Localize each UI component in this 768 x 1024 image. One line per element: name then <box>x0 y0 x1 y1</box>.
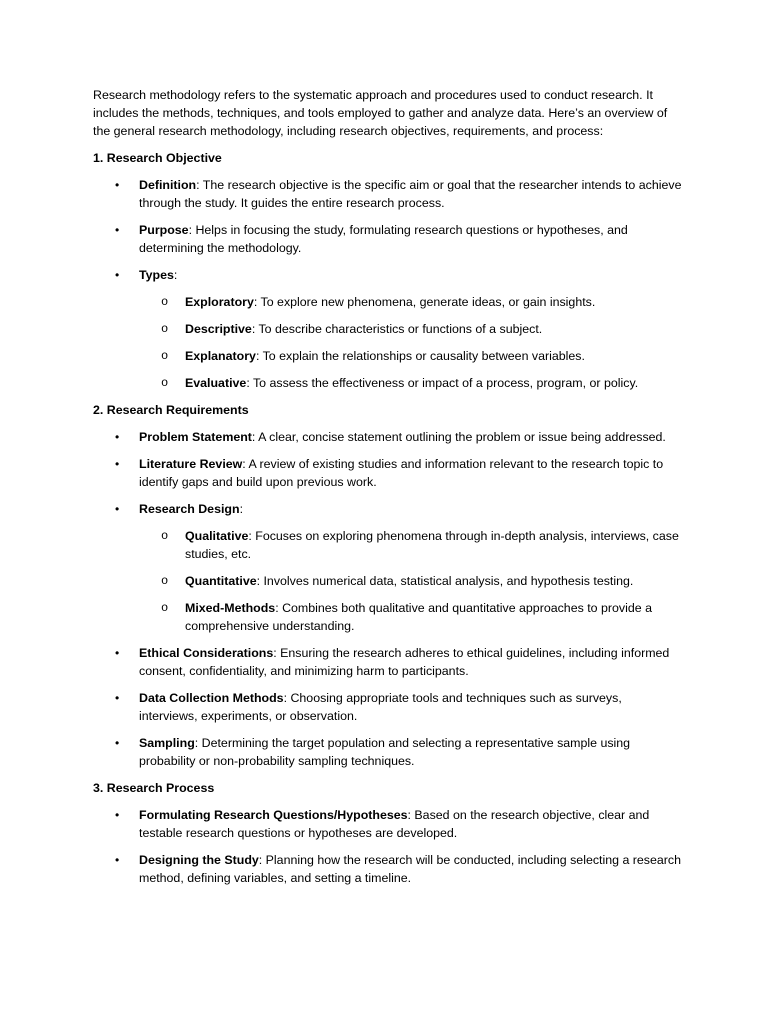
sub-list-item <box>139 347 683 365</box>
sub-bullet-icon: o <box>161 529 169 543</box>
list-item-term: Purpose <box>139 223 189 237</box>
sub-list-item-description: : To explain the relationships or causality between variables. <box>255 349 585 363</box>
sub-bullet-list <box>139 527 683 635</box>
list-item <box>93 455 683 491</box>
intro-paragraph: Research methodology refers to the systematic approach and procedures used to conduct research. It includes the methods, techniques, and tools employed to gather and analyze data. Here’s an overview of the general research methodology, including research objectives, requirements, and process: <box>93 88 668 138</box>
sub-list-item-term: Explanatory <box>185 349 256 363</box>
list-item <box>93 428 683 446</box>
list-item <box>93 806 683 842</box>
sub-bullet-icon: o <box>161 295 169 309</box>
list-item <box>93 176 683 212</box>
bullet-icon: • <box>115 430 120 444</box>
sub-list-item-description: : To assess the effectiveness or impact of a process, program, or policy. <box>246 376 639 390</box>
list-item-description: : A clear, concise statement outlining the problem or issue being addressed. <box>251 430 666 444</box>
sub-list-item-description: : Involves numerical data, statistical analysis, and hypothesis testing. <box>256 574 634 588</box>
section-heading: 3. Research Process <box>93 781 215 795</box>
bullet-list <box>93 806 683 887</box>
sub-list-item-description: : Focuses on exploring phenomena through in-depth analysis, interviews, case studies, etc. <box>185 529 679 561</box>
list-item-text <box>139 176 683 212</box>
bullet-icon: • <box>115 736 120 750</box>
sub-list-item <box>139 527 683 563</box>
bullet-icon: • <box>115 502 120 516</box>
list-item-term: Sampling <box>139 736 195 750</box>
sub-list-item-text <box>185 572 683 590</box>
sub-bullet-icon: o <box>161 601 169 615</box>
list-item-text <box>139 455 683 491</box>
sub-list-item-text <box>185 347 683 365</box>
list-item-text <box>139 806 683 842</box>
section-heading: 2. Research Requirements <box>93 403 249 417</box>
sub-list-item-term: Quantitative <box>185 574 257 588</box>
document-page <box>93 86 683 896</box>
sub-list-item-term: Exploratory <box>185 295 254 309</box>
sub-list-item <box>139 599 683 635</box>
list-item <box>93 851 683 887</box>
bullet-list <box>93 428 683 770</box>
sub-list-item <box>139 320 683 338</box>
list-item <box>93 221 683 257</box>
bullet-icon: • <box>115 808 120 822</box>
sub-list-item-description: : To describe characteristics or functions of a subject. <box>251 322 543 336</box>
bullet-icon: • <box>115 646 120 660</box>
list-item-term: Ethical Considerations <box>139 646 274 660</box>
list-item-description: : Ensuring the research adheres to ethical guidelines, including informed consent, confidentiality, and minimizing harm to participants. <box>139 646 670 678</box>
list-item-description: : Determining the target population and selecting a representative sample using probability or non-probability sampling techniques. <box>139 736 631 768</box>
sub-list-item-description: : Combines both qualitative and quantitative approaches to provide a comprehensive understanding. <box>185 601 652 633</box>
sub-list-item <box>139 572 683 590</box>
list-item-text <box>139 644 683 680</box>
list-item-description: : Planning how the research will be conducted, including selecting a research method, defining variables, and setting a timeline. <box>139 853 682 885</box>
sub-list-item <box>139 374 683 392</box>
sub-list-item-term: Qualitative <box>185 529 249 543</box>
bullet-icon: • <box>115 457 120 471</box>
sub-list-item-text <box>185 293 683 311</box>
list-item-term: Research Design <box>139 502 240 516</box>
section-heading: 1. Research Objective <box>93 151 222 165</box>
bullet-icon: • <box>115 853 120 867</box>
list-item-description: : Choosing appropriate tools and techniques such as surveys, interviews, experiments, or observation. <box>139 691 622 723</box>
sub-bullet-list <box>139 293 683 392</box>
bullet-list <box>93 176 683 392</box>
sub-bullet-icon: o <box>161 574 169 588</box>
list-item-description: : Helps in focusing the study, formulating research questions or hypotheses, and determining the methodology. <box>139 223 628 255</box>
list-item <box>93 500 683 635</box>
sub-list-item-term: Evaluative <box>185 376 247 390</box>
list-item-description: : Based on the research objective, clear and testable research questions or hypotheses are developed. <box>139 808 650 840</box>
sub-list-item-term: Mixed-Methods <box>185 601 276 615</box>
list-item-text <box>139 266 683 284</box>
bullet-icon: • <box>115 691 120 705</box>
sub-list-item-description: : To explore new phenomena, generate ideas, or gain insights. <box>253 295 596 309</box>
list-item-term: Designing the Study <box>139 853 259 867</box>
sub-list-item-text <box>185 599 683 635</box>
list-item-term: Problem Statement <box>139 430 252 444</box>
list-item-term: Data Collection Methods <box>139 691 284 705</box>
sub-bullet-icon: o <box>161 322 169 336</box>
sub-bullet-icon: o <box>161 376 169 390</box>
list-item-term: Definition <box>139 178 197 192</box>
list-item-term: Formulating Research Questions/Hypotheses <box>139 808 408 822</box>
sub-bullet-icon: o <box>161 349 169 363</box>
list-item-text <box>139 851 683 887</box>
list-item-text <box>139 428 683 446</box>
sub-list-item-text <box>185 374 683 392</box>
list-item-text <box>139 734 683 770</box>
list-item-description: : <box>173 268 178 282</box>
sub-list-item-text <box>185 320 683 338</box>
list-item-text <box>139 500 683 518</box>
list-item <box>93 689 683 725</box>
bullet-icon: • <box>115 178 120 192</box>
list-item-description: : A review of existing studies and information relevant to the research topic to identify gaps and build upon previous work. <box>139 457 664 489</box>
sub-list-item <box>139 293 683 311</box>
list-item-description: : <box>239 502 244 516</box>
document-sections <box>93 149 683 887</box>
bullet-icon: • <box>115 223 120 237</box>
list-item-text <box>139 221 683 257</box>
list-item <box>93 734 683 770</box>
list-item-description: : The research objective is the specific aim or goal that the researcher intends to achieve through the study. It guides the entire research process. <box>139 178 682 210</box>
list-item <box>93 644 683 680</box>
sub-list-item-text <box>185 527 683 563</box>
list-item-term: Types <box>139 268 174 282</box>
sub-list-item-term: Descriptive <box>185 322 252 336</box>
bullet-icon: • <box>115 268 120 282</box>
list-item <box>93 266 683 392</box>
list-item-text <box>139 689 683 725</box>
list-item-term: Literature Review <box>139 457 243 471</box>
